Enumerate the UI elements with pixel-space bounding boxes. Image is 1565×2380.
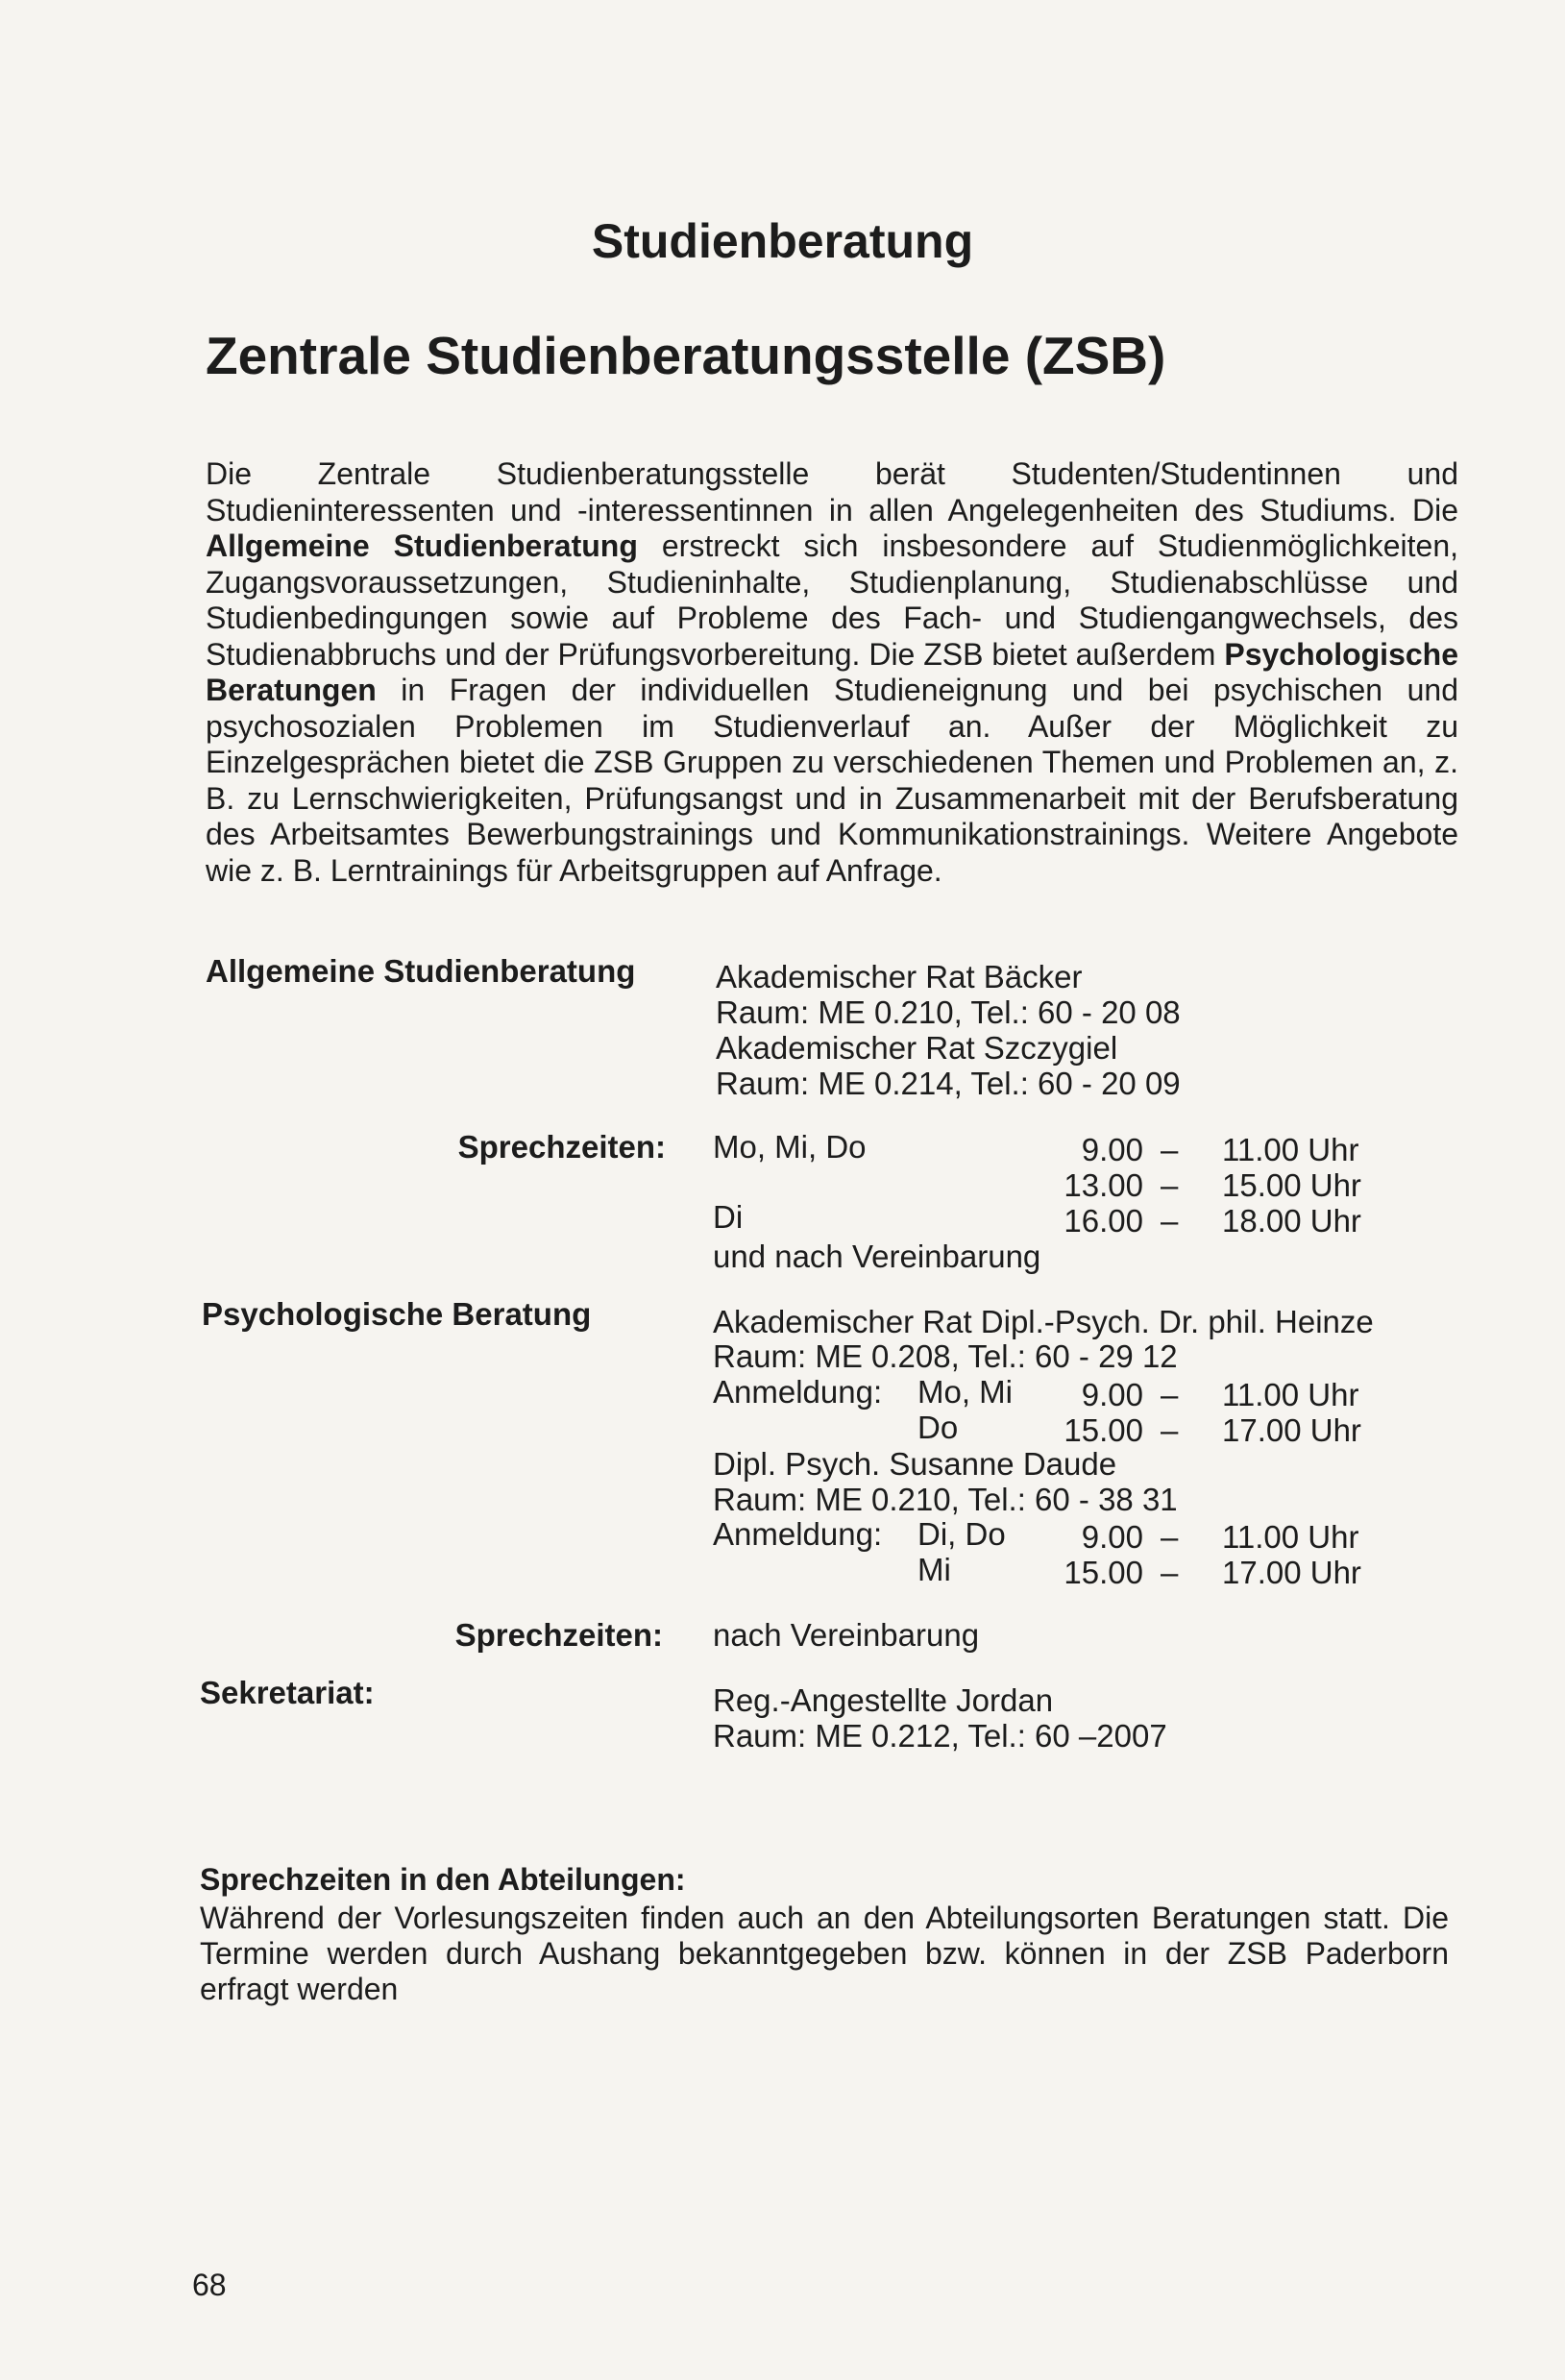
allgemein-hours-dash-1: – bbox=[1161, 1132, 1179, 1167]
allgemein-contact-4: Raum: ME 0.214, Tel.: 60 - 20 09 bbox=[716, 1066, 1181, 1101]
intro-bold-psychologische: Psychologische Beratungen bbox=[206, 636, 1458, 707]
allgemein-hours-dash-3: – bbox=[1161, 1203, 1179, 1239]
section-title: Zentrale Studienberatungsstelle (ZSB) bbox=[206, 326, 1166, 385]
psycho-slot2-day-2: Mi bbox=[917, 1552, 951, 1587]
psycho-person-2: Dipl. Psych. Susanne Daude bbox=[713, 1446, 1117, 1482]
allgemein-contact-1: Akademischer Rat Bäcker bbox=[716, 959, 1083, 994]
abteilungen-heading: Sprechzeiten in den Abteilungen: bbox=[200, 1862, 686, 1897]
psycho-anmeldung-label-2: Anmeldung: bbox=[713, 1516, 883, 1552]
psycho-slot2-from-2: 15.00 bbox=[1064, 1555, 1143, 1590]
psycho-hours-label: Sprechzeiten: bbox=[454, 1617, 663, 1653]
allgemein-hours-to-1: 11.00 Uhr bbox=[1222, 1132, 1359, 1167]
sekretariat-room: Raum: ME 0.212, Tel.: 60 –2007 bbox=[713, 1718, 1167, 1754]
psycho-person-1: Akademischer Rat Dipl.-Psych. Dr. phil. Heinze bbox=[713, 1304, 1374, 1339]
psycho-room-2: Raum: ME 0.210, Tel.: 60 - 38 31 bbox=[713, 1482, 1178, 1517]
allgemein-hours-from-3: 16.00 bbox=[1064, 1203, 1143, 1239]
intro-paragraph: Die Zentrale Studienberatungsstelle berät Studenten/Studentinnen und Studieninteressenten und -interessentinnen in allen Angelegenheiten des Studiums. Die Allgemeine Studienberatung erstreckt sich insbesondere auf Studienmöglichkeiten, Zugangsvoraussetzungen, Studieninhalte, Studienplanung, Studienabschlüsse und Studienbedingungen sowie auf Probleme des Fach- und Studiengangwechsels, des Studienabbruchs und der Prüfungsvorbereitung. Die ZSB bietet außerdem Psychologische Beratungen in Fragen der individuellen Studieneignung und bei psychischen und psychosozialen Problemen im Studienverlauf an. Außer der Möglichkeit zu Einzelgesprächen bietet die ZSB Gruppen zu verschiedenen Themen und Problemen an, z. B. zu Lernschwierigkeiten, Prüfungsangst und in Zusammenarbeit mit der Berufsberatung des Arbeitsamtes Bewerbungstrainings und Kommunikationstrainings. Weitere Angebote wie z. B. Lerntrainings für Arbeitsgruppen auf Anfrage. bbox=[206, 456, 1459, 888]
allgemein-hours-note: und nach Vereinbarung bbox=[713, 1239, 1041, 1274]
psycho-slot1-to-2: 17.00 Uhr bbox=[1222, 1412, 1361, 1448]
psycho-slot2-dash-2: – bbox=[1161, 1555, 1179, 1590]
psycho-room-1: Raum: ME 0.208, Tel.: 60 - 29 12 bbox=[713, 1338, 1178, 1374]
psycho-slot2-from-1: 9.00 bbox=[1081, 1519, 1143, 1555]
allgemein-contact-2: Raum: ME 0.210, Tel.: 60 - 20 08 bbox=[716, 994, 1181, 1030]
allgemein-hours-day-3: Di bbox=[713, 1199, 744, 1235]
psycho-slot2-dash-1: – bbox=[1161, 1519, 1179, 1555]
psycho-slot1-dash-2: – bbox=[1161, 1412, 1179, 1448]
allgemein-hours-from-1: 9.00 bbox=[1081, 1132, 1143, 1167]
allgemein-hours-from-2: 13.00 bbox=[1064, 1167, 1143, 1203]
page-number: 68 bbox=[192, 2268, 227, 2302]
psycho-slot1-day-2: Do bbox=[917, 1410, 959, 1445]
sekretariat-label: Sekretariat: bbox=[200, 1675, 375, 1710]
page-title: Studienberatung bbox=[591, 214, 974, 268]
psycho-slot1-day-1: Mo, Mi bbox=[917, 1374, 1013, 1410]
allgemein-hours-to-2: 15.00 Uhr bbox=[1222, 1167, 1361, 1203]
intro-bold-allgemeine: Allgemeine Studienberatung bbox=[206, 528, 638, 563]
psycho-hours-value: nach Vereinbarung bbox=[713, 1617, 980, 1653]
psycho-slot2-to-1: 11.00 Uhr bbox=[1222, 1519, 1359, 1555]
allgemein-contact-3: Akademischer Rat Szczygiel bbox=[716, 1030, 1118, 1066]
psycho-slot2-to-2: 17.00 Uhr bbox=[1222, 1555, 1361, 1590]
psycho-anmeldung-label-1: Anmeldung: bbox=[713, 1374, 883, 1410]
allgemein-hours-label: Sprechzeiten: bbox=[457, 1129, 666, 1165]
psycho-slot1-from-2: 15.00 bbox=[1064, 1412, 1143, 1448]
allgemein-hours-to-3: 18.00 Uhr bbox=[1222, 1203, 1361, 1239]
allgemein-hours-day-1: Mo, Mi, Do bbox=[713, 1129, 867, 1165]
psycho-label: Psychologische Beratung bbox=[202, 1296, 592, 1332]
allgemein-label: Allgemeine Studienberatung bbox=[206, 953, 636, 989]
psycho-slot1-to-1: 11.00 Uhr bbox=[1222, 1377, 1359, 1412]
allgemein-hours-dash-2: – bbox=[1161, 1167, 1179, 1203]
psycho-slot2-day-1: Di, Do bbox=[917, 1516, 1006, 1552]
sekretariat-person: Reg.-Angestellte Jordan bbox=[713, 1682, 1054, 1718]
abteilungen-text: Während der Vorlesungszeiten finden auch an den Abteilungsorten Beratungen statt. Die Termine werden durch Aushang bekanntgegeben bzw. können in der ZSB Paderborn erfragt werden bbox=[200, 1901, 1449, 2006]
psycho-slot1-from-1: 9.00 bbox=[1081, 1377, 1143, 1412]
psycho-slot1-dash-1: – bbox=[1161, 1377, 1179, 1412]
